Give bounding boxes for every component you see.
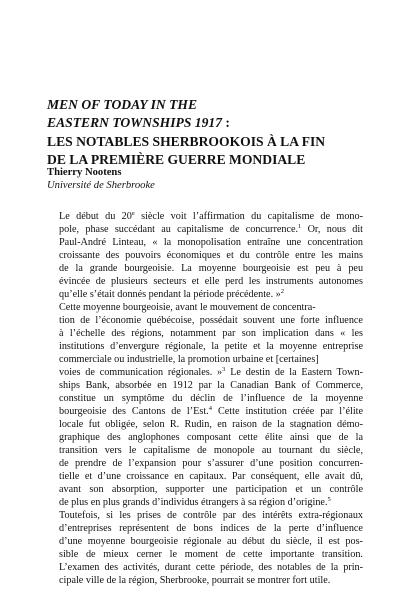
text-run: Cette institution créée par l’élite <box>211 406 364 418</box>
text-run: Toutefois, si les prises de contrôle par des intérêts extra-régionaux <box>59 510 364 522</box>
text-run: voies de communication régionales. » <box>59 367 223 379</box>
text-line <box>47 496 363 509</box>
article-body <box>47 210 363 587</box>
text-line <box>47 379 363 392</box>
text-line <box>47 262 363 275</box>
text-run: graphique des anglophones composant cette élite ainsi que de la <box>59 432 364 444</box>
footnote-marker[interactable]: e <box>131 210 135 217</box>
text-run: de prendre de l’expansion pour s’assurer d’une position concurren- <box>59 458 363 470</box>
text-line <box>47 275 363 288</box>
text-run: tion de l’économie québécoise, possédait souvent une forte influence <box>59 315 363 327</box>
body-paragraph <box>47 509 363 587</box>
title-line-2 <box>47 114 377 132</box>
footnote-marker[interactable]: 2 <box>280 288 285 296</box>
text-run: de plus en plus grands d’individus étrangers à sa région d’origine. <box>59 497 328 509</box>
text-line <box>47 366 363 379</box>
text-run: d’une moyenne bourgeoisie régionale au début du siècle, il est pos- <box>59 536 363 548</box>
text-run: constitue un symptôme du déclin de l’influence de la moyenne <box>59 393 363 405</box>
author-affiliation: Université de Sherbrooke <box>47 179 155 191</box>
body-paragraph <box>47 210 363 301</box>
text-line <box>47 392 363 405</box>
text-run: Le destin de la Eastern Town- <box>225 367 363 379</box>
text-run: avant son absorption, supporter une participation et un contrôle <box>59 484 363 496</box>
footnote-marker[interactable]: 3 <box>222 366 226 374</box>
body-paragraph <box>47 301 363 509</box>
text-run: Paul-André Linteau, « la monopolisation entraîne une concentration <box>59 237 363 249</box>
text-run: tielle et d’une croissance en capitaux. Par conséquent, elle avait dû, <box>59 471 363 483</box>
text-run: Cette moyenne bourgeoisie, avant le mouvement de concentra- <box>59 302 316 314</box>
text-run: locale fut obligée, selon R. Rudin, en raison de la stagnation démo- <box>59 419 364 431</box>
text-line <box>47 353 363 366</box>
text-run: pole, phase succédant au capitalisme de concurrence. <box>59 224 299 236</box>
text-line <box>47 509 363 522</box>
title-line-1: MEN OF TODAY IN THE <box>47 97 198 112</box>
text-line <box>47 418 363 431</box>
text-line <box>47 327 363 340</box>
text-line <box>47 548 363 561</box>
text-line <box>47 574 363 587</box>
text-run: transition vers le capitalisme de monopole au tournant du siècle, <box>59 445 363 457</box>
text-run: L’examen des activités, durant cette période, des notables de la prin- <box>59 562 364 574</box>
author-block <box>47 167 367 192</box>
text-run: de la grande bourgeoisie. La moyenne bourgeoisie est peu à peu <box>59 263 364 275</box>
title-line-2-italic: EASTERN TOWNSHIPS 1917 <box>47 115 222 131</box>
text-run: d’entreprises représentent de bons indices de la perte d’influence <box>59 523 363 535</box>
text-run: commerciale ou industrielle, la promotion urbaine et [certaines] <box>59 354 319 366</box>
text-line <box>47 301 363 314</box>
text-run: bourgeoisie des Cantons de l’Est. <box>59 406 209 418</box>
title-line-4: DE LA PREMIÈRE GUERRE MONDIALE <box>47 152 306 168</box>
text-line <box>47 431 363 444</box>
text-line <box>47 340 363 353</box>
article-title <box>47 96 377 170</box>
text-line <box>47 522 363 535</box>
text-line <box>47 314 363 327</box>
text-run: institutions d’envergure régionale, la petite et la moyenne entreprise <box>59 341 363 353</box>
footnote-marker[interactable]: 4 <box>208 405 212 413</box>
text-line <box>47 535 363 548</box>
text-line <box>47 470 363 483</box>
text-run: évincée de plusieurs secteurs et elle perd les instruments autonomes <box>59 276 364 288</box>
text-run: à l’échelle des régions, notamment par son implication dans « les <box>59 328 363 340</box>
text-run: sible de mieux cerner le moment de cette importante transition. <box>59 549 363 561</box>
text-line <box>47 249 363 262</box>
text-line <box>47 223 363 236</box>
footnote-marker[interactable]: 5 <box>327 496 331 504</box>
text-run: Le début du 20 <box>59 211 132 222</box>
text-line <box>47 561 363 574</box>
text-run: siècle voit l’affirmation du capitalisme de mono- <box>134 211 364 222</box>
author-name: Thierry Nootens <box>47 167 122 178</box>
text-line <box>47 288 363 301</box>
footnote-marker[interactable]: 1 <box>298 223 302 231</box>
title-line-2-colon: : <box>222 115 230 131</box>
text-line <box>47 236 363 249</box>
text-line <box>47 405 363 418</box>
text-line <box>47 457 363 470</box>
text-run: cipale ville de la région, Sherbrooke, pourrait se montrer fort utile. <box>59 575 331 587</box>
text-line <box>47 444 363 457</box>
text-run: ships Bank, absorbée en 1912 par la Canadian Bank of Commerce, <box>59 380 364 392</box>
text-line <box>47 210 363 223</box>
text-run: qu’elle s’était donnés pendant la période précédente. » <box>59 289 281 301</box>
title-line-3: LES NOTABLES SHERBROOKOIS À LA FIN <box>47 133 326 149</box>
text-line <box>47 483 363 496</box>
text-run: Or, nous dit <box>301 224 364 236</box>
text-run: croissante des pouvoirs économiques et du contrôle entre les mains <box>59 250 363 262</box>
